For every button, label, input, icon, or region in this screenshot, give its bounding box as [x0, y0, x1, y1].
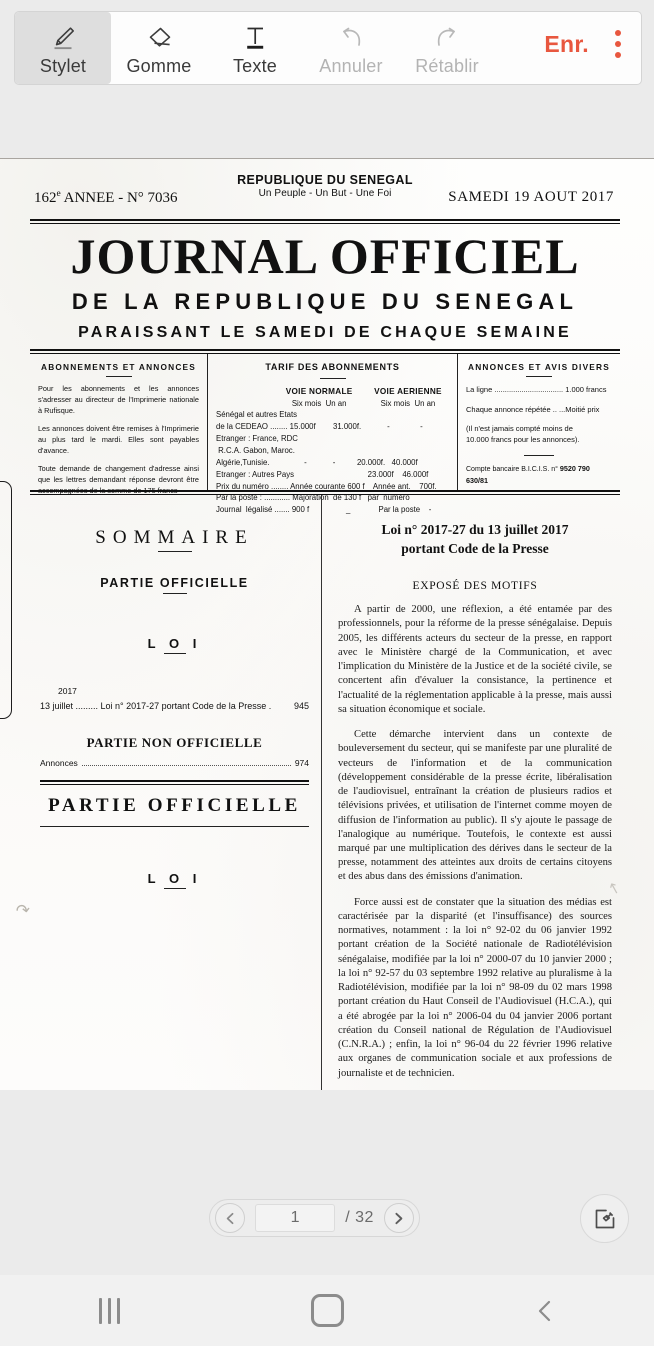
tariff-row: Etranger : Autres Pays 23.000f 46.000f	[216, 469, 429, 479]
tool-annuler[interactable]	[303, 12, 399, 84]
scan-artifact-rectangle	[0, 481, 12, 719]
spacer-cell	[216, 398, 271, 410]
home-icon	[311, 1294, 344, 1327]
tariff-subheaders	[216, 398, 449, 410]
law-title	[338, 521, 612, 558]
tariff-row: Prix du numéro ........ Année courante 600 f Année ant. 700f.	[216, 481, 437, 491]
divider	[164, 888, 186, 889]
annonces-note-b: 10.000 francs pour les annonces).	[466, 435, 580, 445]
scan-artifact-mark: ↷	[14, 900, 32, 921]
sommaire-entry-text: 13 juillet ......... Loi n° 2017-27 portant Code de la Presse .	[40, 701, 272, 711]
save-button[interactable]	[538, 4, 595, 84]
recents-icon	[99, 1298, 120, 1324]
tool-stylet[interactable]	[15, 12, 111, 84]
tariff-column-groups	[216, 386, 449, 398]
tariff-row: R.C.A. Gabon, Maroc.	[216, 446, 295, 456]
bookmark-page-button[interactable]	[580, 1194, 629, 1243]
loi-heading: L O I	[147, 636, 202, 651]
journal-frequency: PARAISSANT LE SAMEDI DE CHAQUE SEMAINE	[78, 324, 572, 341]
tariff-heading: TARIF DES ABONNEMENTS	[265, 362, 400, 372]
next-page-button[interactable]	[384, 1203, 414, 1233]
pin-page-icon	[592, 1206, 618, 1232]
tariff-row: Algérie,Tunisie. - - 20.000f. 40.000f	[216, 457, 418, 467]
back-button[interactable]	[436, 1298, 654, 1324]
partie-officielle-heading: PARTIE OFFICIELLE	[100, 576, 249, 590]
tariff-group-aerienne: VOIE AERIENNE	[374, 386, 442, 396]
divider	[320, 378, 346, 379]
law-paragraph: A partir de 2000, une réflexion, a été entamée par des professionnels, pour la réforme de la presse sénégalaise. Depuis 2005, les différents acteurs du secteur de la presse, en rapport avec le Ministère chargé de la Communication, et avec l'implication du Ministère de la Justice et de la société civile, se concertent afin d'évaluer la consistance, la pertinence et l'actualité de la réglementation applicable à la presse, mais aussi sa situation économique et sociale.	[338, 604, 612, 715]
divider	[158, 551, 192, 552]
divider	[40, 826, 309, 827]
journal-subtitle: DE LA REPUBLIQUE DU SENEGAL	[71, 289, 579, 314]
tool-annuler-label: Annuler	[319, 56, 383, 76]
annonces-heading: ANNONCES ET AVIS DIVERS	[468, 362, 610, 372]
tariff-row: Journal légalisé ....... 900 f _ Par la poste -	[216, 505, 432, 515]
subscriptions-heading: ABONNEMENTS ET ANNONCES	[41, 362, 196, 372]
partie-non-officielle-heading: PARTIE NON OFFICIELLE	[86, 735, 263, 750]
android-nav-bar	[0, 1275, 654, 1346]
subscriptions-paragraph: Les annonces doivent être remises à l'Imprimerie au plus tard le mardi. Elles sont payables d'avance.	[38, 424, 199, 456]
divider	[106, 376, 132, 377]
redo-icon	[431, 21, 463, 54]
issue-ordinal-suffix: e	[56, 189, 61, 199]
eraser-icon	[144, 21, 174, 54]
page-number-input[interactable]	[255, 1204, 335, 1232]
tariff-row: Par la poste : ............ Majoration de 130 f par numéro	[216, 493, 410, 503]
text-icon	[240, 21, 270, 54]
annonces-note	[466, 423, 612, 446]
sommaire-heading: SOMMAIRE	[95, 527, 254, 548]
divider	[163, 593, 187, 594]
tool-texte[interactable]	[207, 12, 303, 84]
bank-label: Compte bancaire B.I.C.I.S. n°	[466, 466, 558, 474]
tool-texte-label: Texte	[232, 56, 278, 76]
page-navigator	[209, 1199, 420, 1237]
toolbar-container	[14, 11, 642, 85]
tool-gomme-label: Gomme	[126, 56, 192, 76]
tool-gomme[interactable]	[111, 12, 207, 84]
sommaire-column	[30, 495, 322, 1095]
tariff-row: Sénégal et autres Etats	[216, 410, 298, 420]
tariff-box	[208, 354, 458, 515]
toolbar-spacer	[495, 12, 538, 84]
annotation-toolbar	[0, 0, 654, 95]
sommaire-annonces-entry	[40, 758, 309, 768]
tariff-row: Etranger : France, RDC	[216, 434, 298, 444]
save-button-label: Enr.	[544, 30, 589, 57]
masthead-rule	[30, 219, 620, 224]
bank-number: 9520 790 630/81	[466, 464, 590, 485]
home-button[interactable]	[218, 1294, 436, 1327]
previous-page-button[interactable]	[215, 1203, 245, 1233]
leader-dots	[82, 765, 291, 766]
partie-officielle-big-heading: PARTIE OFFICIELLE	[48, 795, 301, 816]
annonces-box	[458, 354, 620, 490]
motto-line: Un Peuple - Un But - Une Foi	[258, 188, 392, 199]
overflow-menu-button[interactable]	[595, 4, 641, 84]
issue-year: 162	[34, 190, 57, 206]
annonces-entry-label: Annonces	[40, 758, 78, 768]
info-boxes	[30, 354, 620, 515]
publication-date: SAMEDI 19 AOUT 2017	[448, 189, 614, 205]
subscriptions-box	[30, 354, 208, 495]
back-icon	[534, 1298, 556, 1324]
chevron-left-icon	[224, 1212, 237, 1225]
masthead	[30, 173, 620, 217]
expose-heading: EXPOSÉ DES MOTIFS	[412, 580, 538, 593]
page-number-value: 1	[290, 1209, 300, 1226]
spacer-cell	[216, 386, 271, 398]
tariff-row: de la CEDEAO ........ 15.000f 31.000f. - -	[216, 422, 423, 432]
page-total-label: / 32	[345, 1209, 374, 1226]
pen-icon	[48, 21, 78, 54]
subscriptions-paragraph: Pour les abonnements et les annonces s'adresser au directeur de l'Imprimerie nationale à Rufisque.	[38, 384, 199, 416]
subscriptions-paragraph: Toute demande de changement d'adresse ainsi que les lettres demandant réponse devront être accompagnées de la somme de 175 francs	[38, 464, 199, 495]
law-title-line-1: Loi n° 2017-27 du 13 juillet 2017	[381, 522, 569, 537]
loi-heading-2: L O I	[147, 871, 202, 886]
section-rule	[40, 780, 309, 785]
tariff-group-normale: VOIE NORMALE	[285, 386, 353, 396]
chevron-right-icon	[392, 1212, 405, 1225]
bottom-bar	[0, 1090, 654, 1275]
tariff-sub-normale: Six mois Un an	[291, 398, 347, 408]
document-content	[30, 173, 620, 1095]
bank-account	[466, 464, 612, 487]
sommaire-year: 2017	[58, 686, 77, 696]
law-title-line-2: portant Code de la Presse	[401, 540, 549, 556]
document-page	[0, 159, 654, 1091]
sommaire-entry-page: 945	[293, 701, 309, 711]
document-viewer[interactable]	[0, 158, 654, 1091]
law-column	[322, 495, 620, 1095]
annonces-line: La ligne ................................. 1.000 francs	[466, 385, 607, 395]
undo-icon	[335, 21, 367, 54]
scan-artifact-mark-2: ↖	[605, 878, 623, 899]
issue-rest: ANNEE - N° 7036	[60, 190, 178, 206]
tool-stylet-label: Stylet	[39, 56, 87, 76]
annonces-line: Chaque annonce répétée .. ...Moitié prix	[466, 404, 600, 414]
tool-retablir-label: Rétablir	[415, 56, 479, 76]
tariff-sub-aerienne: Six mois Un an	[380, 398, 436, 408]
annonces-entry-page: 974	[294, 758, 309, 768]
recents-button[interactable]	[0, 1298, 218, 1324]
law-paragraph: Cette démarche intervient dans un contexte de bouleversement du secteur, qui se manifeste par une pluralité de vecteurs de l'information et de la communication (développement considérable de la presse écrite, libéralisation de l'audiovisuel, entraînant la création de plusieurs radios et télévisions privées, et utilisation de l'internet comme moyen de diffusion de l'information au public). Il s'y ajoute le passage de l'analogique au numérique. Toutefois, le contexte est aussi marqué par une multiplication des dérives dans le secteur de la presse, notamment des atteintes aux droits de certains citoyens et des abus dans des émissions d'animation.	[338, 729, 612, 883]
divider	[526, 376, 552, 377]
sommaire-entry	[40, 701, 309, 711]
republic-line: REPUBLIQUE DU SENEGAL	[237, 173, 413, 187]
document-body	[30, 495, 620, 1095]
divider	[524, 455, 554, 456]
annonces-note-a: (Il n'est jamais compté moins de	[466, 423, 573, 433]
divider	[164, 653, 186, 654]
tool-retablir[interactable]	[399, 12, 495, 84]
journal-title: JOURNAL OFFICIEL	[70, 228, 580, 284]
law-paragraph: Force aussi est de constater que la situation des médias est caractérisée par la disparité (et l'insuffisance) des sources normatives, notamment : la loi n° 92-02 du 06 janvier 1992 portant création de la Société nationale de Radiotélévision sénégalaise, modifiée par la loi n° 2000-07 du 10 janvier 2000 ; la loi n° 92-57 du 03 septembre 1992 relative au pluralisme à la Radiotélévision, modifiée par la loi n° 98-09 du 02 mars 1998 portant création du Haut Conseil de l'Audiovisuel (H.C.A.), qui a été abrogée par la loi n° 2006-04 du 04 janvier 2006 portant création du Conseil national de Régulation de l'Audiovisuel (C.N.R.A.) ; enfin, la loi n° 96-04 du 22 février 1996 relative aux organes de communication sociale et aux professions de journaliste et de technicien.	[338, 896, 612, 1079]
